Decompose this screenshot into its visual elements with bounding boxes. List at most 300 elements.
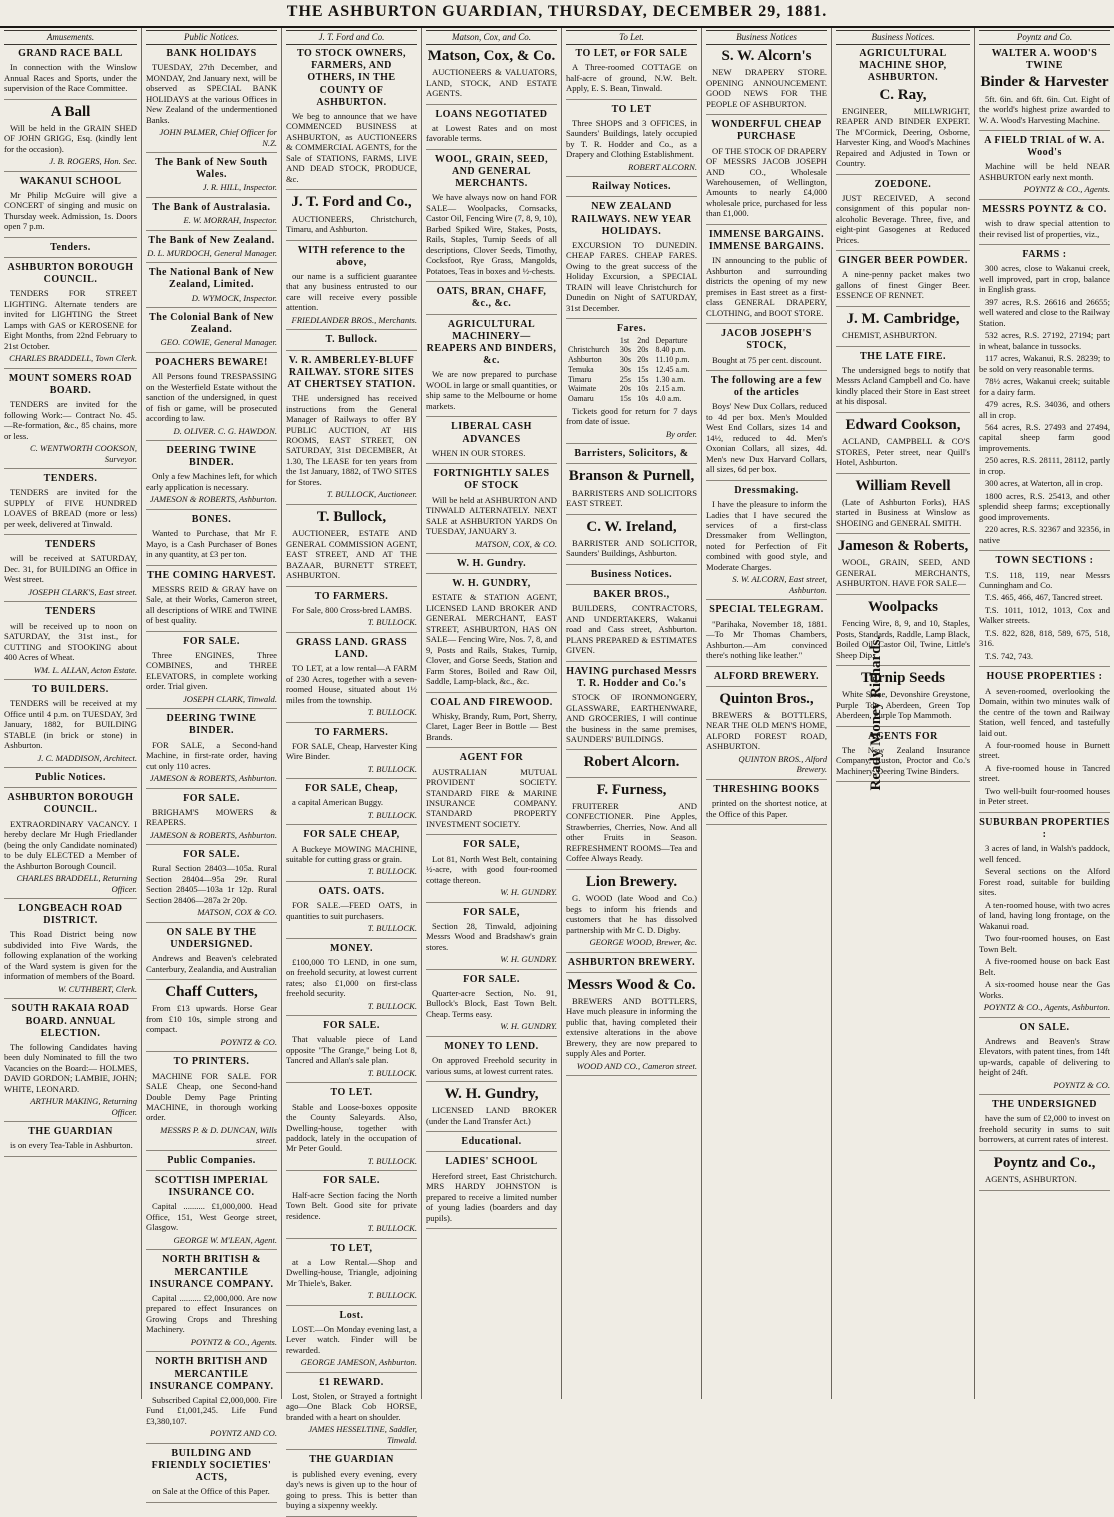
- advertisement: [426, 578, 557, 693]
- ad-body: TUESDAY, 27th December, and MONDAY, 2nd January next, will be observed as SPECIAL BANK HOLIDAYS at the various Offices in New Zealand of the undermentioned Banks.: [146, 62, 277, 125]
- ad-body: Mr Philip McGuire will give a CONCERT of singing and music on Thursday week. Admission, 1s. Doors open 7 p.m.: [4, 189, 137, 232]
- listing-item: 78½ acres, Wakanui creek; suitable for a dairy farm.: [979, 376, 1110, 397]
- advertisement: [566, 754, 697, 777]
- fares-row: [566, 365, 697, 375]
- ad-signature: JOSEPH CLARK'S, East street.: [28, 586, 137, 597]
- ad-body: I have the pleasure to inform the Ladies that I have secured the services of a first-class Dressmaker from Wellington, noted for Perfection of Fit combined with good style, and Moderate Charges.: [706, 499, 827, 572]
- ad-signature: MESSRS P. & D. DUNCAN, Wills street.: [160, 1124, 277, 1146]
- advertisement: [4, 1003, 137, 1122]
- ad-heading: LIBERAL CASH ADVANCES: [451, 421, 532, 445]
- ad-heading: BUILDING AND FRIENDLY SOCIETIES' ACTS,: [151, 1447, 272, 1484]
- ad-body: BUILDERS, CONTRACTORS, AND UNDERTAKERS, Wakanui road and Cass street, Ashburton. PLANS PREPARED & ESTIMATES GIVEN.: [566, 603, 697, 656]
- advertisement: [146, 267, 277, 308]
- ad-heading: Railway Notices.: [591, 181, 672, 193]
- advertisement: [4, 262, 137, 369]
- ad-signature: POYNTZ & CO., Agents.: [1023, 184, 1110, 195]
- advertisement: [146, 235, 277, 264]
- ad-body: at Lowest Rates and on most favorable terms.: [426, 122, 557, 144]
- column-heading: J. T. Ford and Co.: [286, 30, 417, 45]
- fares-cell: 30s: [619, 345, 632, 355]
- ad-heading: W. H. GUNDRY,: [452, 578, 531, 590]
- ad-display-name: T. Bullock,: [316, 508, 387, 525]
- ad-body: G. WOOD (late Wood and Co.) begs to inform his friends and customers that he has dissolved partnership with Mr C. D. Digby.: [566, 893, 697, 935]
- advertisement: [566, 448, 697, 464]
- listing-item: 3 acres of land, in Walsh's paddock, well fenced.: [979, 843, 1110, 864]
- advertisement: [4, 539, 137, 602]
- ad-heading: SUBURBAN PROPERTIES :: [979, 816, 1110, 841]
- ad-display-name: Lion Brewery.: [585, 873, 678, 890]
- ad-heading: FOR SALE.: [183, 849, 240, 861]
- ad-heading: GRAND RACE BALL: [18, 47, 123, 59]
- fares-cell: 1st: [619, 335, 630, 345]
- ad-signature: ARTHUR MAKING, Returning Officer.: [30, 1096, 137, 1117]
- ad-display-name: Edward Cookson,: [845, 416, 961, 433]
- ad-heading: The following are a few of the articles: [710, 375, 823, 399]
- listing-item: T.S. 742, 743.: [985, 650, 1034, 661]
- fares-cell: 12.45 a.m.: [655, 364, 690, 374]
- advertisement: [979, 1155, 1110, 1191]
- ad-display-name: Branson & Purnell,: [568, 468, 695, 485]
- ad-heading: OATS, BRAN, CHAFF, &c., &c.: [436, 286, 547, 310]
- column-1: [0, 28, 142, 1399]
- advertisement: [146, 570, 277, 632]
- column-heading: Poyntz and Co.: [979, 30, 1110, 45]
- ad-display-name: C. W. Ireland,: [586, 518, 677, 535]
- ad-body: Lot 81, North West Belt, containing ½-acre, with good four-roomed cottage thereon.: [426, 853, 557, 885]
- ad-body: FOR SALE.—FEED OATS, in quantities to suit purchasers.: [286, 900, 417, 921]
- ad-body: For Sale, 800 Cross-bred LAMBS.: [292, 604, 412, 615]
- fares-cell: 20s: [637, 345, 649, 355]
- ad-signature: W. H. GUNDRY.: [500, 1021, 557, 1032]
- ad-body: Fencing Wire, 8, 9, and 10, Staples, Posts, Standards, Raddle, Lamp Black, Boiled Oil, Castor Oil, Twine, Little's Sheep Dip.: [836, 618, 970, 660]
- ad-body: Capital .......... £2,000,000. Are now prepared to effect Insurances on Growing Crops and Threshing Machinery.: [146, 1292, 277, 1335]
- ad-body: BARRISTERS AND SOLICITORS EAST STREET.: [566, 487, 697, 509]
- fares-cell: 11.10 p.m.: [655, 355, 690, 365]
- fares-cell: 2.15 a.m.: [655, 384, 686, 394]
- ad-signature: CHARLES BRADDELL, Returning Officer.: [16, 873, 137, 894]
- ad-heading: AGENTS FOR: [868, 730, 938, 742]
- ad-signature: D. OLIVER. C. G. HAWDON.: [173, 425, 277, 436]
- listing-item: T.S. 822, 828, 818, 589, 675, 518, 316.: [979, 627, 1110, 649]
- ad-body: BREWERS & BOTTLERS, NEAR THE OLD MEN'S HOME, ALFORD FOREST ROAD, ASHBURTON.: [706, 709, 827, 752]
- advertisement: [286, 1087, 417, 1171]
- advertisement: [979, 671, 1110, 813]
- ad-signature: GEORGE WOOD, Brewer, &c.: [589, 937, 697, 948]
- advertisement: [426, 558, 557, 574]
- ad-heading: FOR SALE.: [463, 973, 520, 985]
- ad-signature: JAMESON & ROBERTS, Ashburton.: [149, 773, 277, 784]
- ad-display-name: Chaff Cutters,: [165, 984, 258, 1001]
- ad-display-name: Robert Alcorn.: [583, 754, 680, 771]
- ad-heading: The Bank of New South Wales.: [155, 157, 268, 181]
- advertisement: [4, 792, 137, 899]
- ad-heading: BAKER BROS.,: [593, 589, 670, 601]
- ad-heading: ASHBURTON BOROUGH COUNCIL.: [7, 262, 134, 286]
- fares-cell: 25s: [619, 374, 632, 384]
- ad-heading: FOR SALE.: [183, 792, 240, 804]
- advertisement: [4, 104, 137, 172]
- ad-body: Whisky, Brandy, Rum, Port, Sherry, Claret, Lager Beer in Bottle — Best Brands.: [426, 710, 557, 742]
- ad-body: A Buckeye MOWING MACHINE, suitable for cutting grass or grain.: [286, 843, 417, 864]
- ad-body: We are now prepared to purchase WOOL in large or small quantities, or ship same to the Melbourne or home markets.: [426, 369, 557, 411]
- ad-display-name: William Revell: [855, 477, 951, 494]
- ad-heading: LADIES' SCHOOL: [445, 1156, 538, 1168]
- ad-body: Three SHOPS and 3 OFFICES, in Saunders' Buildings, lately occupied by T. R. Hodder and Co., as a Drapery and Clothing Establishment.: [566, 117, 697, 160]
- ad-signature: FRIEDLANDER BROS., Merchants.: [291, 314, 417, 325]
- listing-item: A ten-roomed house, with two acres of land, having long frontage, on the Wakanui road.: [979, 899, 1110, 931]
- advertisement: [836, 417, 970, 474]
- advertisement: [146, 1448, 277, 1503]
- ad-signature: POYNTZ & CO., Agents.: [190, 1336, 277, 1347]
- vertical-advert-text: Ready Money Richards.: [867, 635, 884, 791]
- ad-heading: GINGER BEER POWDER.: [838, 255, 968, 267]
- ad-display-name: F. Furness,: [596, 781, 667, 798]
- listing-item: 300 acres, close to Wakanui creek, well improved, part in crop, balance in English grass.: [979, 263, 1110, 295]
- ad-heading: JACOB JOSEPH'S STOCK,: [721, 328, 812, 352]
- ad-body: The following Candidates having been duly Nominated to fill the two Vacancies on the Board:— HOLMES, DAVID GORDON; LAMBIE, JOHN; WHITE, LEONARD.: [4, 1041, 137, 1094]
- ad-signature: T. BULLOCK.: [367, 866, 417, 877]
- ad-heading: WOOL, GRAIN, SEED, AND GENERAL MERCHANTS.: [434, 153, 549, 190]
- ad-signature: T. BULLOCK.: [367, 1067, 417, 1078]
- ad-heading: TO BUILDERS.: [32, 684, 109, 696]
- advertisement: [566, 468, 697, 514]
- ad-body: AUSTRALIAN MUTUAL PROVIDENT SOCIETY. STANDARD FIRE & MARINE INSURANCE COMPANY. STANDARD PROPERTY INVESTMENT SOCIETY.: [426, 766, 557, 829]
- ad-body: AUCTIONEERS & VALUATORS, LAND, STOCK, AND ESTATE AGENTS.: [426, 67, 557, 99]
- advertisement: [426, 1156, 557, 1229]
- advertisement: [566, 977, 697, 1077]
- advertisement: [706, 119, 827, 225]
- masthead: [0, 0, 1114, 28]
- ad-display-name: Binder & Harvester: [980, 74, 1109, 91]
- ad-heading: TO STOCK OWNERS, FARMERS, AND OTHERS, IN THE COUNTY OF ASHBURTON.: [296, 47, 407, 108]
- advertisement: [836, 255, 970, 307]
- ad-heading: THE GUARDIAN: [309, 1454, 394, 1466]
- ad-signature: JOSEPH CLARK, Tinwald.: [182, 693, 277, 704]
- ad-body: FOR SALE, a Second-hand Machine, in first-rate order, having cut only 110 acres.: [146, 739, 277, 771]
- ad-heading: SOUTH RAKAIA ROAD BOARD. ANNUAL ELECTION.: [11, 1003, 130, 1039]
- ad-signature: T. BULLOCK.: [367, 1290, 417, 1301]
- column-6: [702, 28, 832, 1399]
- ad-body: Bought at 75 per cent. discount.: [712, 354, 822, 365]
- ad-display-name: Quinton Bros.,: [719, 690, 814, 707]
- fares-table: [566, 336, 697, 404]
- ad-body: TENDERS are invited for the following Work:— Contract No. 45.—Re-formation, &c., 85 chains, more or less.: [4, 399, 137, 441]
- ad-body: IN announcing to the public of Ashburton and surrounding districts the opening of my new premises in East street as a first-class GENERAL DRAPERY, CLOTHING, and BOOT STORE.: [706, 255, 827, 318]
- ad-body: Andrews and Beaven's Straw Elevators, with patent tines, from 14ft up-wards, capable of delivering to height of 24ft.: [979, 1035, 1110, 1078]
- advertisement: [4, 772, 137, 788]
- ad-body: have the sum of £2,000 to invest on freehold security in sums to suit borrowers, at current rates of interest.: [979, 1113, 1110, 1145]
- ad-body: Only a few Machines left, for which early application is necessary.: [146, 471, 277, 492]
- ad-heading: TENDERS.: [43, 473, 98, 485]
- ad-heading: Public Companies.: [167, 1154, 256, 1166]
- advertisement: [146, 1056, 277, 1151]
- ad-heading: WITH reference to the above,: [297, 244, 406, 268]
- advertisement: [706, 691, 827, 780]
- advertisement: [146, 984, 277, 1052]
- listing-item: 479 acres, R.S. 34036, and others all in crop.: [979, 399, 1110, 420]
- ad-body: Will be held at ASHBURTON AND TINWALD ALTERNATELY. NEXT SALE at ASHBURTON YARDS On TUESDAY, JANUARY 3.: [426, 494, 557, 537]
- ad-body: Hereford street, East Christchurch. MRS HARDY JOHNSTON is prepared to receive a limited number of young ladies (boarders and day pupils).: [426, 1170, 557, 1223]
- advertisement: [426, 1086, 557, 1132]
- ad-heading: A FIELD TRIAL of W. A. Wood's: [984, 135, 1105, 159]
- ad-display-name: Matson, Cox, & Co.: [427, 47, 556, 64]
- ad-body: is published every evening, every day's news is given up to the hour of going to press. This is better than buying a sixpenny weekly.: [286, 1468, 417, 1511]
- fares-cell: 10s: [637, 384, 649, 394]
- ad-heading: ASHBURTON BOROUGH COUNCIL.: [7, 792, 134, 816]
- ad-body: White Stone, Devonshire Greystone, Purple Top Aberdeen, Green Top Aberdeen, Purple Top Mammoth.: [836, 689, 970, 721]
- ad-body: FRUITERER AND CONFECTIONER. Pine Apples, Strawberries, Cherries, Now. And all other Fruits in Season. REFRESHMENT ROOMS—Tea and Coffee Always Ready.: [566, 800, 697, 864]
- advertisement: [426, 974, 557, 1037]
- advertisement: [426, 839, 557, 902]
- ad-body: AGENTS, ASHBURTON.: [985, 1174, 1077, 1185]
- ad-heading: Lost.: [339, 1309, 364, 1321]
- ad-display-name: Jameson & Roberts,: [837, 538, 969, 555]
- ad-body: TENDERS are invited for the SUPPLY of FIVE HUNDRED LOAVES of BREAD (more or less) per week, delivered at Tinwald.: [4, 487, 137, 529]
- ad-body: Machine will be held NEAR ASHBURTON early next month.: [979, 161, 1110, 182]
- ad-body: Lost, Stolen, or Strayed a fortnight ago—One Black Cob HORSE, branded with a heart on shoulder.: [286, 1391, 417, 1422]
- advertisement: [146, 849, 277, 923]
- ad-signature: T. BULLOCK.: [367, 617, 417, 628]
- ad-display-name: W. H. Gundry,: [444, 1085, 539, 1102]
- ad-heading: NORTH BRITISH AND MERCANTILE INSURANCE COMPANY.: [149, 1356, 274, 1392]
- fares-cell: 1.30 a.m.: [655, 374, 686, 384]
- ad-body: JUST RECEIVED, A second consignment of this popular non-alcoholic Beverage. Three, five, and eight-pint Gasogenes at Reduced Prices.: [836, 192, 970, 245]
- ad-body: "Parihaka, November 18, 1881.—To Mr Thomas Chambers, Ashburton.—Am convinced there's nothing like leather.": [706, 618, 827, 661]
- fares-row: [566, 355, 697, 365]
- fares-row: [566, 394, 697, 404]
- advertisement: [426, 697, 557, 749]
- ad-body: This Road District being now subdivided into Five Wards, the following explanation of the working of the Ward system is given for the information of members of the Board.: [4, 929, 137, 982]
- ad-heading: TO FARMERS.: [314, 590, 389, 602]
- ad-display-name: Turnip Seeds: [860, 670, 946, 687]
- advertisement: [566, 874, 697, 953]
- ad-signature: CHARLES BRADDELL, Town Clerk.: [9, 353, 137, 364]
- ad-heading: Dressmaking.: [734, 484, 799, 496]
- ad-heading: NEW ZEALAND RAILWAYS. NEW YEAR HOLIDAYS.: [571, 201, 692, 237]
- advertisement: [146, 1254, 277, 1352]
- advertisement: [426, 109, 557, 150]
- advertisement: [566, 782, 697, 870]
- advertisement: [146, 445, 277, 510]
- ad-heading: LONGBEACH ROAD DISTRICT.: [18, 903, 123, 927]
- column-heading: Business Notices: [706, 30, 827, 45]
- advertisement: [146, 793, 277, 846]
- ad-body: Section 28, Tinwald, adjoining Messrs Wood and Bradshaw's grain stores.: [426, 920, 557, 952]
- advertisement: [286, 245, 417, 331]
- fares-cell: Temuka: [568, 364, 594, 374]
- advertisement: [426, 468, 557, 554]
- advertisement: [146, 1356, 277, 1444]
- ad-heading: ASHBURTON BREWERY.: [567, 956, 696, 968]
- newspaper-title: THE ASHBURTON GUARDIAN, THURSDAY, DECEMBER 29, 1881.: [286, 3, 828, 20]
- ad-heading: £1 REWARD.: [319, 1376, 384, 1388]
- ad-heading: TENDERS: [45, 539, 96, 551]
- listing-item: A seven-roomed, overlooking the Domain, within two minutes walk of the centre of the town and Railway Station, well fenced, and tastefully laid out.: [979, 685, 1110, 738]
- fares-cell: Ashburton: [568, 355, 602, 365]
- ad-heading: AGRICULTURAL MACHINE SHOP, ASHBURTON.: [859, 47, 947, 84]
- advertisement: [146, 514, 277, 566]
- ad-heading: THE COMING HARVEST.: [147, 569, 276, 581]
- column-5: [562, 28, 702, 1399]
- ad-signature: POYNTZ AND CO.: [210, 1428, 277, 1439]
- ad-heading: OATS. OATS.: [318, 885, 385, 897]
- listing-item: 532 acres, R.S. 27192, 27194; part in wheat, balance in tussocks.: [979, 330, 1110, 351]
- ad-body: Capital .......... £1,000,000. Head Office, 151, West George street, Glasgow.: [146, 1201, 277, 1233]
- ad-display-name: J. T. Ford and Co.,: [291, 194, 412, 211]
- fares-cell: 15s: [637, 374, 649, 384]
- ad-body: Rural Section 28403—105a. Rural Section 28404—95a 29r. Rural Section 28405—103a 1r 12p. Rural Section 28406—287a 2r 20p.: [146, 863, 277, 905]
- ad-signature: T. BULLOCK.: [367, 1155, 417, 1166]
- ad-body: In connection with the Winslow Annual Races and Sports, under the supervision of the Race Committee.: [4, 62, 137, 94]
- ad-heading: GRASS LAND. GRASS LAND.: [295, 636, 408, 660]
- fares-cell: 20s: [619, 384, 632, 394]
- fares-cell: 2nd: [637, 335, 650, 345]
- ad-heading: DEERING TWINE BINDER.: [166, 445, 257, 469]
- ad-heading: FOR SALE CHEAP,: [303, 829, 400, 841]
- ad-signature: T. BULLOCK.: [367, 707, 417, 718]
- fares-row: [566, 384, 697, 394]
- advertisement: [979, 555, 1110, 667]
- advertisement: [566, 48, 697, 100]
- column-7: [832, 28, 975, 1399]
- column-heading: Amusements.: [4, 30, 137, 45]
- ad-heading: Business Notices.: [590, 568, 673, 580]
- ad-signature: J. R. HILL, Inspector.: [202, 182, 277, 193]
- fares-cell: 8.40 p.m.: [655, 345, 686, 355]
- ad-body: The undersigned begs to notify that Messrs Acland Campbell and Co. have kindly placed their Store in East street at his disposal.: [836, 364, 970, 407]
- advertisement: [286, 1454, 417, 1516]
- ad-heading: THE UNDERSIGNED: [991, 1099, 1098, 1111]
- ad-body: wish to draw special attention to their revised list of properties, viz.,: [979, 218, 1110, 239]
- listing-item: T.S. 118, 119, near Messrs Cunningham and Co.: [979, 569, 1110, 590]
- advertisement: [979, 249, 1110, 551]
- listing-item: 564 acres, R.S. 27493 and 27494, capital sheep farm good improvements.: [979, 422, 1110, 453]
- ad-body: A nine-penny packet makes two gallons of finest Ginger Beer. ESSENCE OF RENNET.: [836, 269, 970, 301]
- ad-display-name: Messrs Wood & Co.: [567, 976, 696, 993]
- fares-cell: Christchurch: [568, 345, 610, 355]
- ad-body: printed on the shortest notice, at the Office of this Paper.: [706, 798, 827, 819]
- ad-heading: MESSRS POYNTZ & CO.: [982, 203, 1107, 215]
- fares-cell: Oamaru: [568, 394, 594, 404]
- advertisement: [706, 375, 827, 481]
- fares-cell: Timaru: [568, 374, 592, 384]
- listing-item: A five-roomed house on back East Belt.: [979, 956, 1110, 977]
- ad-signature: WM. L. ALLAN, Acton Estate.: [33, 664, 137, 675]
- ad-heading: WALTER A. WOOD'S TWINE: [991, 47, 1098, 72]
- advertisement: [146, 927, 277, 980]
- ad-heading: ON SALE.: [1019, 1021, 1070, 1033]
- advertisement: [426, 907, 557, 970]
- advertisement: [286, 1020, 417, 1083]
- advertisement: [566, 569, 697, 585]
- ad-body: Wanted to Purchase, that Mr F. Mayo, is a Cash Purchaser of Bones in any quantity, at £3 per ton.: [146, 528, 277, 560]
- advertisement: [706, 671, 827, 687]
- ad-heading: ZOEDONE.: [874, 178, 932, 190]
- advertisement: [566, 589, 697, 662]
- ad-body: will be received at SATURDAY, Dec. 31, for BUILDING an Office in West street.: [4, 553, 137, 585]
- ad-heading: TOWN SECTIONS :: [995, 555, 1094, 567]
- listing-item: A five-roomed house in Tancred street.: [979, 762, 1110, 784]
- advertisement: [706, 328, 827, 371]
- advertisement: [286, 943, 417, 1017]
- ad-body: BREWERS AND BOTTLERS, Have much pleasure in informing the public that, having completed their extensive alterations in the above Brewery, they are now prepared to supply Ales and Porter.: [566, 995, 697, 1059]
- ad-heading: Educational.: [461, 1136, 522, 1148]
- ad-heading: MONEY TO LEND.: [444, 1040, 539, 1052]
- advertisement: [146, 713, 277, 788]
- ad-heading: TO LET.: [330, 1087, 373, 1099]
- ad-body: EXCURSION TO DUNEDIN. CHEAP FARES. CHEAP FARES. Owing to the great success of the Holiday Excursion, a SPECIAL TRAIN will leave Christchurch for Dunedin on Night of SATURDAY, 31st December.: [566, 239, 697, 313]
- ad-heading: BANK HOLIDAYS: [166, 47, 257, 59]
- vertical-advert: [832, 548, 920, 878]
- advertisement: [706, 485, 827, 601]
- ad-heading: TO PRINTERS.: [173, 1056, 250, 1068]
- advertisement: [426, 421, 557, 464]
- column-4: [422, 28, 562, 1399]
- ad-body: MACHINE FOR SALE. FOR SALE Cheap, one Second-hand Double Demy Page Printing MACHINE, in thorough working order.: [146, 1070, 277, 1123]
- advertisement: [146, 357, 277, 441]
- ad-heading: IMMENSE BARGAINS. IMMENSE BARGAINS.: [708, 228, 825, 253]
- ad-body: THE undersigned has received instructions from the General Manager of Railways to offer BY PUBLIC AUCTION, AT HIS ROOMS, EAST STREET, ON SATURDAY, 31st DECEMBER, At 1.30, The LEASE for ten years from the 1st January, 1882, of TWO SITES for Stores.: [286, 393, 417, 487]
- ad-body: Boys' New Dux Collars, reduced to 4d per box. Men's Moulded West End Collars, sizes 14 and 14½, reduced to 4d. Men's Oxonian Collars, all sizes, 4d. Men's new Dux Harvard Collars, all sizes, 6d per box.: [706, 401, 827, 475]
- fares-cell: Departure: [655, 335, 688, 345]
- advertisement: [836, 478, 970, 535]
- ad-body: ESTATE & STATION AGENT, LICENSED LAND BROKER AND GENERAL MERCHANT, EAST STREET, ASHBURTON, HAS ON SALE— Fencing Wire, Nos. 7, 8, and 9, Posts and Rails, Stakes, Turnip, Clover, and Gorse Seeds, Station and Farm Stores, Boiled and Raw Oil, Saddle, Lamp-black, &c., &c.: [426, 592, 557, 687]
- ad-body: LOST.—On Monday evening last, a Lever watch. Finder will be rewarded.: [286, 1323, 417, 1355]
- listing-item: 397 acres, R.S. 26616 and 26655; well watered and close to the Railway Station.: [979, 296, 1110, 328]
- ad-body: BRIGHAM'S MOWERS & REAPERS.: [146, 806, 277, 828]
- ad-heading: LOANS NEGOTIATED: [435, 108, 548, 120]
- advertisement: [286, 637, 417, 723]
- ad-signature: QUINTON BROS., Alford Brewery.: [738, 753, 827, 775]
- advertisement: [146, 1155, 277, 1171]
- ad-body: Andrews and Beaven's celebrated Canterbury, Zealandia, and Australian: [146, 953, 277, 974]
- ad-display-name: Woolpacks: [867, 598, 939, 615]
- advertisement: [286, 1243, 417, 1306]
- ad-body: TO LET, at a low rental—A FARM of 230 Acres, together with a seven-roomed House, situated about 1½ miles from the township.: [286, 663, 417, 705]
- advertisement: [286, 334, 417, 350]
- ad-body: our name is a sufficient guarantee that any business entrusted to our care will receive every possible attention.: [286, 270, 417, 313]
- ad-signature: C. WENTWORTH COOKSON, Surveyor.: [30, 443, 137, 464]
- advertisement: [286, 509, 417, 587]
- listing-item: A six-roomed house near the Gas Works.: [979, 979, 1110, 1000]
- ad-heading: V. R. AMBERLEY-BLUFF RAILWAY. STORE SITES AT CHERTSEY STATION.: [287, 354, 416, 390]
- ad-body: WHEN IN OUR STORES.: [432, 447, 526, 458]
- advertisement: [566, 201, 697, 319]
- ad-heading: Barristers, Solicitors, &: [574, 448, 689, 460]
- ad-signature: E. W. MORRAH, Inspector.: [183, 215, 277, 226]
- ad-heading: THRESHING BOOKS: [713, 783, 820, 795]
- ad-heading: Public Notices.: [35, 772, 106, 784]
- ad-signature: MATSON, COX & CO.: [197, 907, 277, 918]
- ad-body: FOR SALE, Cheap, Harvester King Wire Binder.: [286, 740, 417, 762]
- listing-item: 1800 acres, R.S. 25413, and other splendid sheep farms; exceptionally good improvements.: [979, 490, 1110, 522]
- ad-heading: POACHERS BEWARE!: [155, 356, 268, 368]
- advertisement: [146, 48, 277, 153]
- ad-signature: S. W. ALCORN, East street, Ashburton.: [732, 574, 827, 595]
- advertisement: [566, 666, 697, 751]
- ad-signature: T. BULLOCK.: [367, 763, 417, 774]
- advertisement: [979, 135, 1110, 200]
- ad-signature: J. B. ROGERS, Hon. Sec.: [49, 156, 137, 167]
- ad-signature: T. BULLOCK.: [367, 923, 417, 934]
- advertisement: [566, 957, 697, 973]
- advertisement: [146, 1175, 277, 1250]
- ad-body: Will be held in the GRAIN SHED OF JOHN GRIGG, Esq. (kindly lent for the occasion).: [4, 122, 137, 154]
- advertisement: [4, 473, 137, 535]
- ad-body: 5ft. 6in. and 6ft. 6in. Cut. Eight of the world's highest prize awarded to W. A. Wood's Harvesting Machine.: [979, 93, 1110, 125]
- ad-signature: W. H. GUNDRY.: [500, 887, 557, 898]
- ad-body: TENDERS FOR STREET LIGHTING. Alternate tenders are invited for LIGHTING the Street Lamps with GAS or KEROSENE for Eight Months, from 22nd February to 21st October.: [4, 288, 137, 351]
